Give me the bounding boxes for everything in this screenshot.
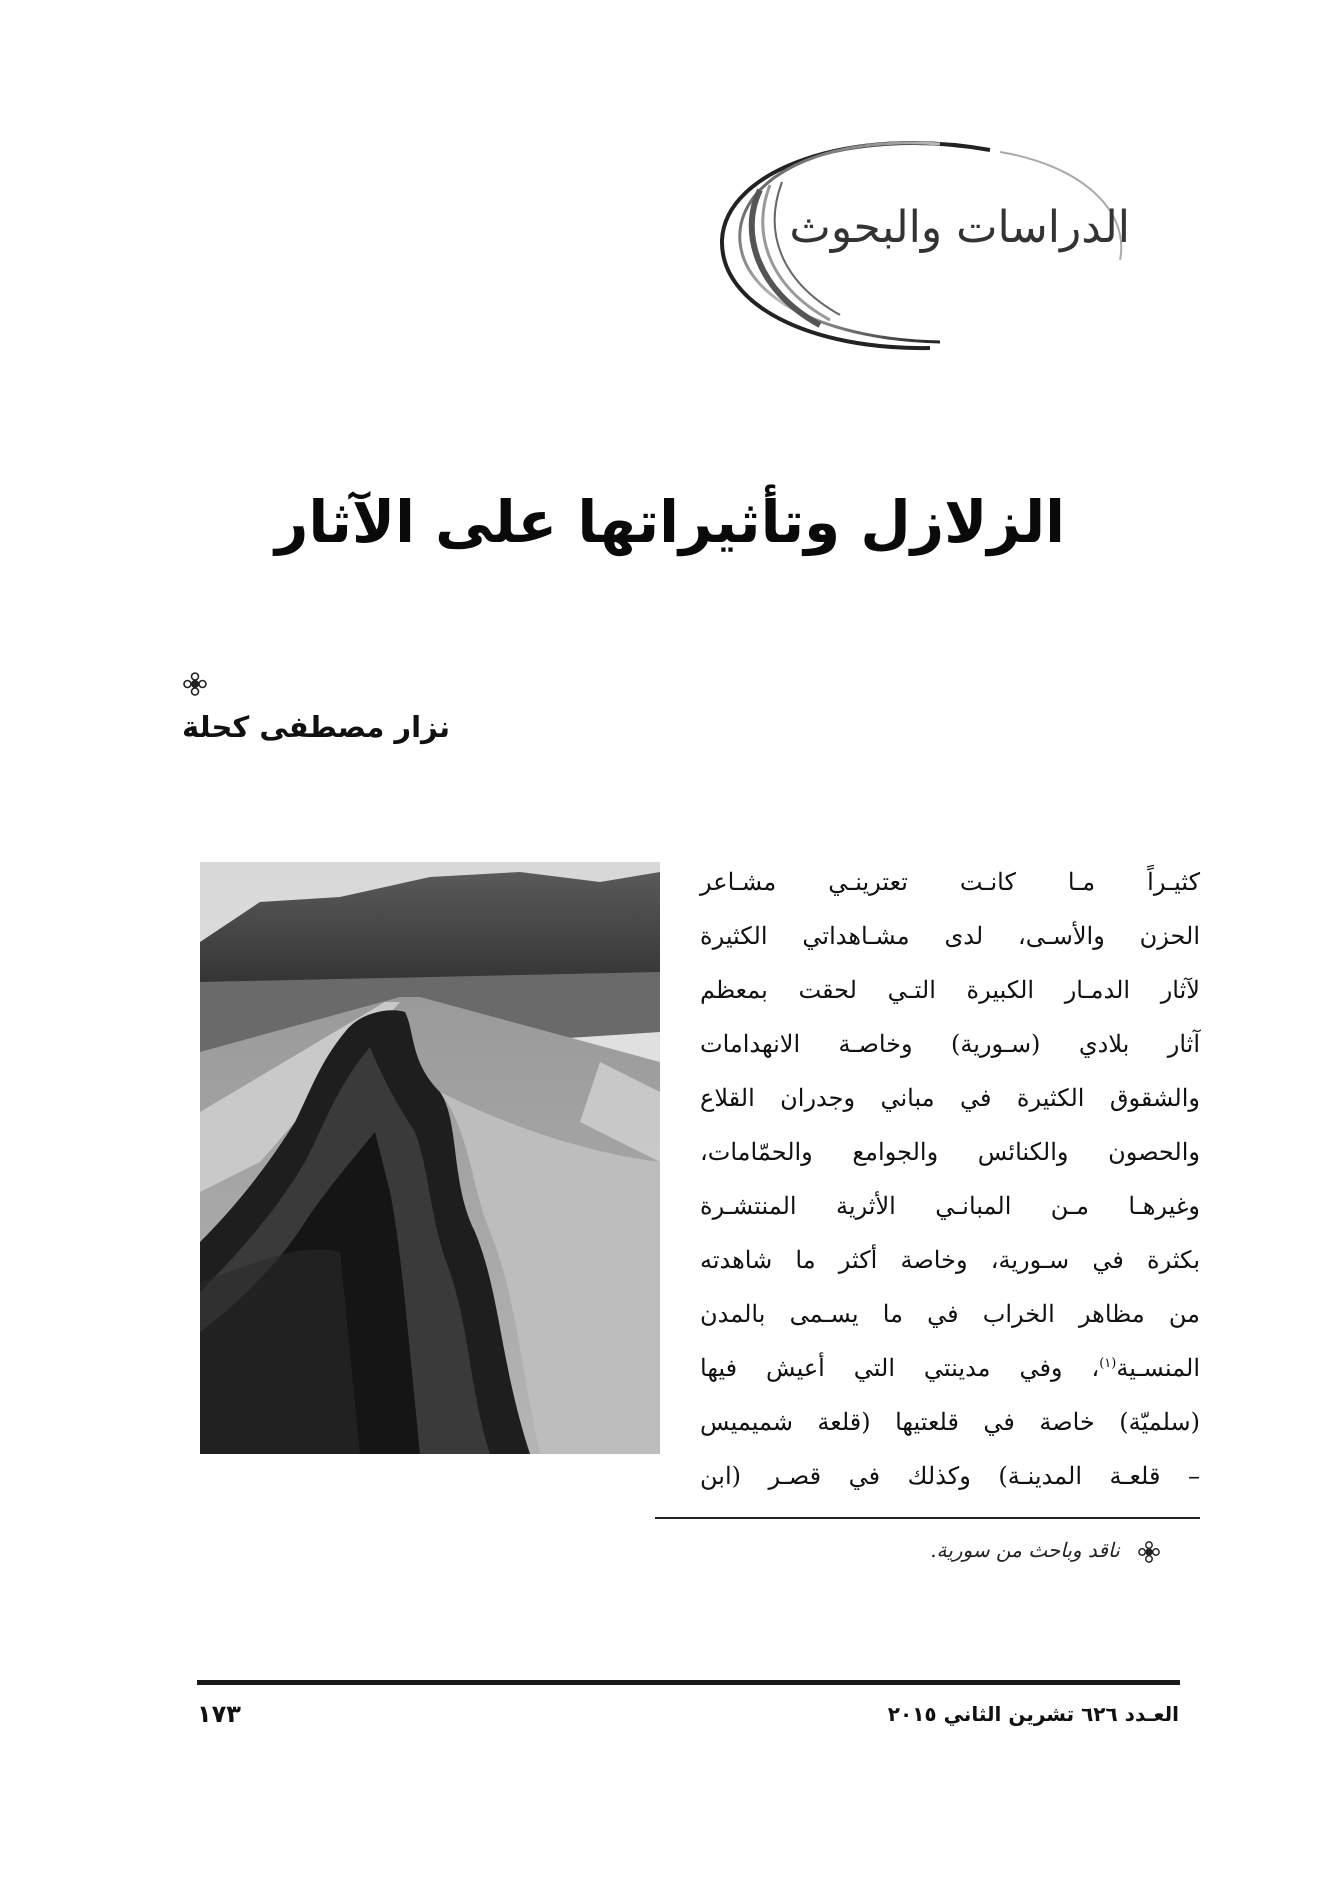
- footer-divider: [197, 1680, 1180, 1685]
- article-title: الزلازل وتأثيراتها على الآثار: [274, 488, 1066, 556]
- flower-icon: [1138, 1541, 1160, 1563]
- footnote: [700, 1538, 1160, 1563]
- body-line: والحصون والكنائس والجوامع والحمّامات،: [700, 1138, 1200, 1166]
- body-line: من مظاهر الخراب في ما يسـمى بالمدن: [700, 1300, 1200, 1328]
- body-line-rest: وفي مدينتي التي أعيش فيها: [700, 1354, 1063, 1382]
- body-line: لآثار الدمـار الكبيرة التـي لحقت بمعظم: [700, 976, 1200, 1004]
- article-body: [700, 855, 1200, 1503]
- body-line-start: المنسـية: [1116, 1354, 1200, 1382]
- body-line: الحزن والأسـى، لدى مشـاهداتي الكثيرة: [700, 922, 1200, 950]
- body-line: والشقوق الكثيرة في مباني وجدران القلاع: [700, 1084, 1200, 1112]
- footnote-divider: [655, 1517, 1200, 1519]
- body-line: بكثرة في سـورية، وخاصة أكثر ما شاهدته: [700, 1246, 1200, 1274]
- body-line: وغيرهـا مـن المبانـي الأثرية المنتشـرة: [700, 1192, 1200, 1220]
- section-logo-text: الدراسات والبحوث: [789, 202, 1130, 253]
- body-line: (سلميّة) خاصة في قلعتيها (قلعة شميميس: [700, 1408, 1200, 1436]
- footnote-reference[interactable]: (١): [1099, 1356, 1117, 1371]
- issue-info: العـدد ٦٢٦ تشرين الثاني ٢٠١٥: [887, 1702, 1179, 1726]
- author-name: نزار مصطفى كحلة: [182, 710, 450, 744]
- body-line-with-footnote: المنسـية$^{(١)}$، وفي مدينتي التي أعيش فيها: [700, 1354, 1200, 1382]
- body-line: كثيـراً مـا كانـت تعترينـي مشـاعر: [700, 868, 1200, 896]
- flower-icon: [183, 672, 207, 696]
- footnote-text: ناقد وباحث من سورية.: [930, 1538, 1120, 1562]
- section-logo: [700, 130, 1150, 360]
- body-line: – قلعـة المدينـة) وكذلك في قصـر (ابن: [700, 1462, 1200, 1490]
- body-line: آثار بلادي (سـورية) وخاصـة الانهدامات: [700, 1030, 1200, 1058]
- page-number: ١٧٣: [197, 1700, 241, 1728]
- earthquake-road-photo: [200, 862, 660, 1454]
